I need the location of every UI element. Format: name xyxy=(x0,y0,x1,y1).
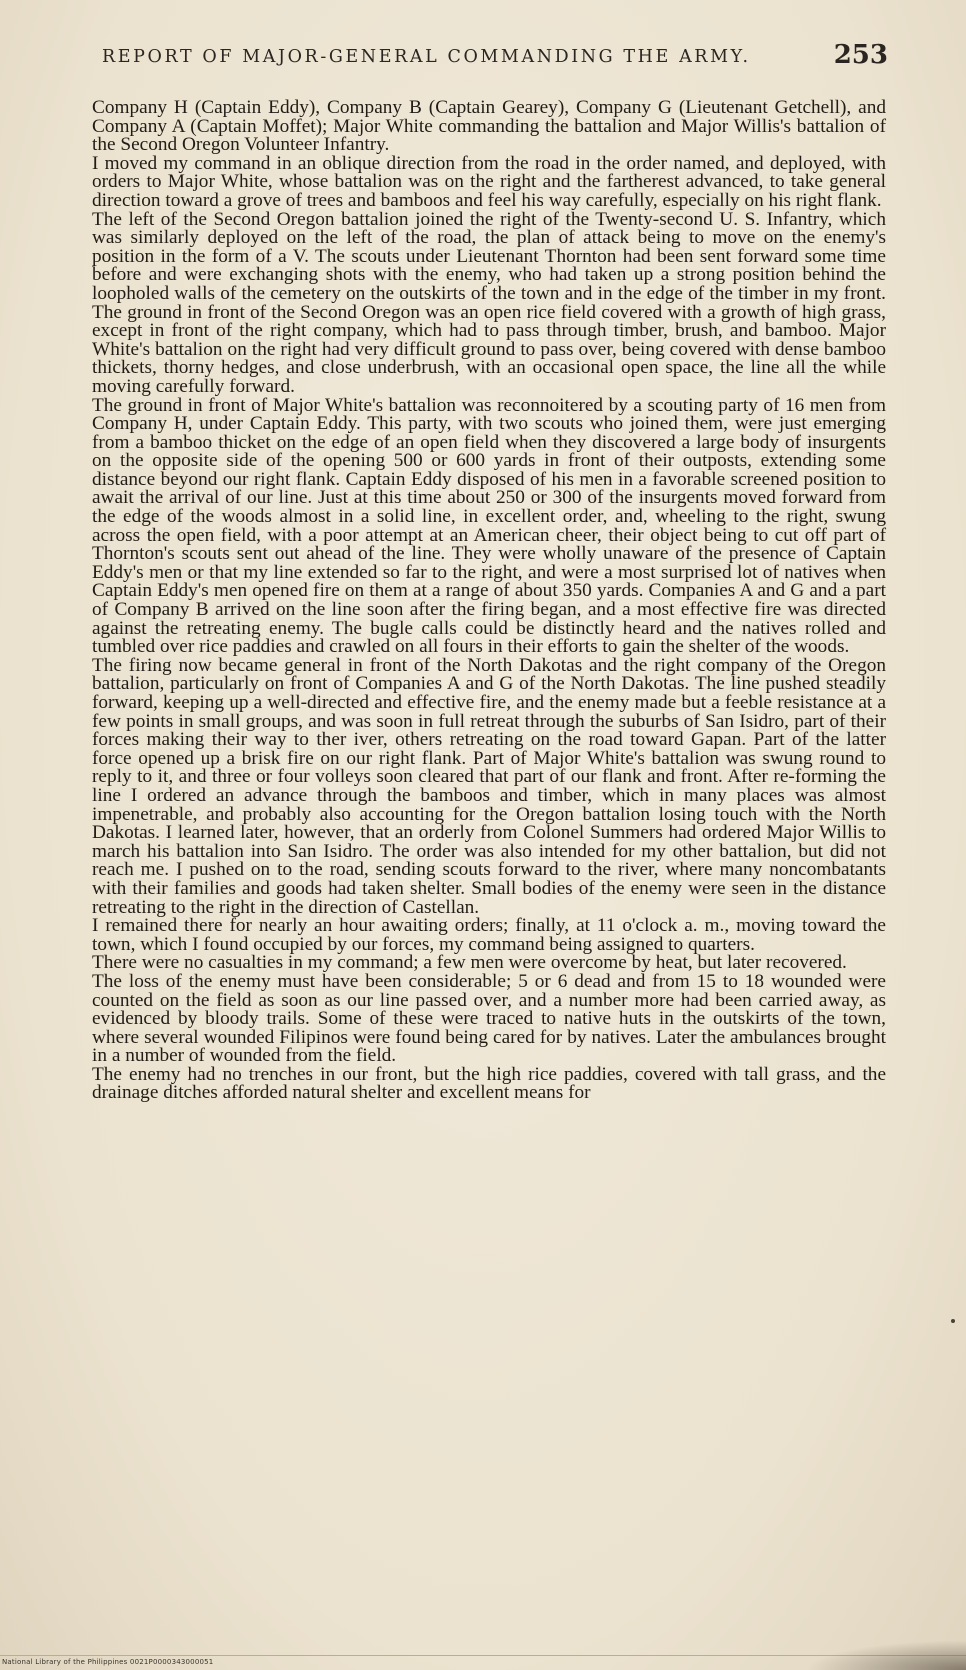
paragraph-awaiting-orders: I remained there for nearly an hour awaiting orders; finally, at 11 o'clock a. m., moving toward the town, which I found occupied by our forces, my command being assigned to quarters. xyxy=(92,915,886,955)
page-number: 253 xyxy=(833,40,888,70)
running-head xyxy=(60,38,910,78)
report-body xyxy=(92,99,886,1103)
paragraph-scouting-party: The ground in front of Major White's battalion was reconnoitered by a scouting party of 16 men from Company H, under Captain Eddy. This party, with two scouts who joined them, were just emerging from a bamboo thicket on the edge of an open field when they discovered a large body of insurgents on the opposite side of the opening 500 or 600 yards in front of their outposts, extending some distance beyond our right flank. Captain Eddy disposed of his men in a favorable screened position to await the arrival of our line. Just at this time about 250 or 300 of the insurgents moved forward from the edge of the woods almost in a solid line, in excellent order, and, wheeling to the right, swung across the open field, with a poor attempt at an American cheer, their object being to cut off part of Thornton's scouts sent out ahead of the line. They were wholly unaware of the presence of Captain Eddy's men or that my line extended so far to the right, and were a most surprised lot of natives when Captain Eddy's men opened fire on them at a range of about 350 yards. Companies A and G and a part of Company B arrived on the line soon after the firing began, and a most effective fire was directed against the retreating enemy. The bugle calls could be distinctly heard and the natives rolled and tumbled over rice paddies and crawled on all fours in their efforts to gain the shelter of the woods. xyxy=(92,394,886,658)
paragraph-enemy-shelter: The enemy had no trenches in our front, but the high rice paddies, covered with tall grass, and the drainage ditches afforded natural shelter and excellent means for xyxy=(92,1063,886,1104)
running-title: REPORT OF MAJOR-GENERAL COMMANDING THE ARMY. xyxy=(102,47,751,67)
paragraph-general-firing: The firing now became general in front of the North Dakotas and the right company of the Oregon battalion, particularly on front of Companies A and G of the North Dakotas. The line pushed steadily forward, keeping up a well-directed and effective fire, and the enemy made but a feeble resistance at a few points in small groups, and was soon in full retreat through the suburbs of San Isidro, part of their forces making their way to ther iver, others retreating on the road toward Gapan. Part of the latter force opened up a brisk fire on our right flank. Part of Major White's battalion was swung round to reply to it, and three or four volleys soon cleared that part of our flank and front. After re-forming the line I ordered an advance through the bamboos and timber, which in many places was almost impenetrable, and probably also accounting for the Oregon battalion losing touch with the North Dakotas. I learned later, however, that an orderly from Colonel Summers had ordered Major Willis to march his battalion into San Isidro. The order was also intended for my other battalion, but did not reach me. I pushed on to the road, sending scouts forward to the river, where many noncombatants with their families and goods had taken shelter. Small bodies of the enemy were seen in the distance retreating to the right in the direction of Castellan. xyxy=(92,654,886,918)
paragraph-deployment: I moved my command in an oblique direction from the road in the order named, and deployed, with orders to Major White, whose battalion was on the right and the fartherest advanced, to take general direction toward a grove of trees and bamboos and feel his way carefully, especially on his right flank. xyxy=(92,152,886,211)
paragraph-company-list: Company H (Captain Eddy), Company B (Captain Gearey), Company G (Lieutenant Getchell), and Company A (Captain Moffet); Major White commanding the battalion and Major Willis's battalion of the Second Oregon Volunteer Infantry. xyxy=(92,97,886,156)
scan-shadow xyxy=(806,1640,966,1670)
paragraph-enemy-losses: The loss of the enemy must have been considerable; 5 or 6 dead and from 15 to 18 wounded were counted on the field as soon as our line passed over, and a number more had been carried away, as evidenced by bloody trails. Some of these were traced to native huts in the outskirts of the town, where several wounded Filipinos were found being cared for by natives. Later the ambulances brought in a number of wounded from the field. xyxy=(92,970,886,1067)
scan-speck xyxy=(951,1319,955,1323)
paragraph-plan-of-attack: The left of the Second Oregon battalion joined the right of the Twenty-second U. S. Infantry, which was similarly deployed on the left of the road, the plan of attack being to move on the enemy's position in the form of a V. The scouts under Lieutenant Thornton had been sent forward some time before and were exchanging shots with the enemy, who had taken up a strong position behind the loopholed walls of the cemetery on the outskirts of the town and in the edge of the timber in my front. The ground in front of the Second Oregon was an open rice field covered with a growth of high grass, except in front of the right company, which had to pass through timber, brush, and bamboo. Major White's battalion on the right had very difficult ground to pass over, being covered with dense bamboo thickets, thorny hedges, and close underbrush, with an occasional open space, the line all the while moving carefully forward. xyxy=(92,208,886,397)
scan-credit-line: National Library of the Philippines 0021P0000343000051 xyxy=(2,1658,214,1666)
paragraph-casualties: There were no casualties in my command; a few men were overcome by heat, but later recovered. xyxy=(92,952,847,974)
